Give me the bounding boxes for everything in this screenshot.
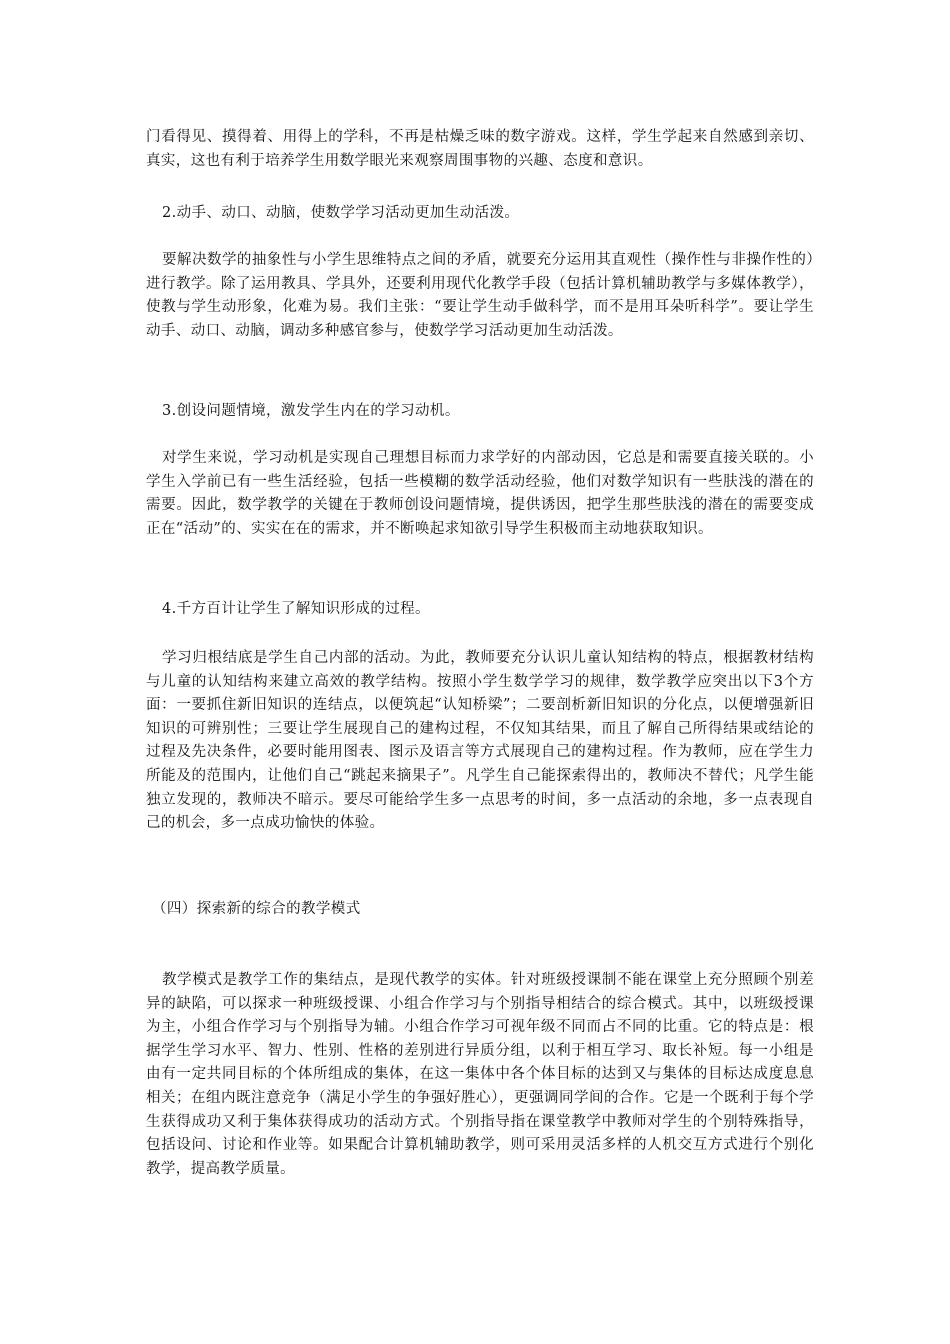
paragraph-text: 学习归根结底是学生自己内部的活动。为此，教师要充分认识儿童认知结构的特点，根据教材结构与儿童的认知结构来建立高效的教学结构。按照小学生数学学习的规律，数学教学应突出以下3个方面：一要抓住新旧知识的连结点，以便筑起“认知桥梁”；二要剖析新旧知识的分化点，以便增强新旧知识的可辨别性；三要让学生展现自己的建构过程，不仅知其结果，而且了解自己所得结果或结论的过程及先决条件，必要时能用图表、图示及语言等方式展现自己的建构过程。作为教师，应在学生力所能及的范围内，让他们自己“跳起来摘果子”。凡学生自己能探索得出的，教师决不替代；凡学生能独立发现的，教师决不暗示。要尽可能给学生多一点思考的时间，多一点活动的余地，多一点表现自己的机会，多一点成功愉快的体验。 <box>146 650 814 832</box>
paragraph-text: 教学模式是教学工作的集结点，是现代教学的实体。针对班级授课制不能在课堂上充分照顾个别差异的缺陷，可以探求一种班级授课、小组合作学习与个别指导相结合的综合模式。其中，以班级授课为主，小组合作学习与个别指导为辅。小组合作学习可视年级不同而占不同的比重。它的特点是：根据学生学习水平、智力、性别、性格的差别进行异质分组，以利于相互学习、取长补短。每一小组是由有一定共同目标的个体所组成的集体，在这一集体中各个体目标的达到又与集体的目标达成度息息相关；在组内既注意竞争（满足小学生的争强好胜心），更强调同学间的合作。它是一个既利于每个学生获得成功又利于集体获得成功的活动方式。个别指导指在课堂教学中教师对学生的个别特殊指导，包括设问、讨论和作业等。如果配合计算机辅助教学，则可采用灵活多样的人机交互方式进行个别化教学，提高教学质量。 <box>146 972 814 1177</box>
paragraph-text: 门看得见、摸得着、用得上的学科，不再是枯燥乏味的数字游戏。这样，学生学起来自然感到亲切、真实，这也有利于培养学生用数学眼光来观察周围事物的兴趣、态度和意识。 <box>146 129 814 169</box>
section-heading-3: 3.创设问题情境，激发学生内在的学习动机。 <box>162 403 460 419</box>
paragraph-text: 对学生来说，学习动机是实现自己理想目标而力求学好的内部动因，它总是和需要直接关联的。小学生入学前已有一些生活经验，包括一些模糊的数学活动经验，他们对数学知识有一些肤浅的潜在的需要。因此，数学教学的关键在于教师创设问题情境，提供诱因，把学生那些肤浅的潜在的需要变成正在“活动”的、实实在在的需求，并不断唤起求知欲引导学生积极而主动地获取知识。 <box>146 450 814 537</box>
paragraph-text: 要解决数学的抽象性与小学生思维特点之间的矛盾，就要充分运用其直观性（操作性与非操作性的）进行教学。除了运用教具、学具外，还要利用现代化教学手段（包括计算机辅助教学与多媒体教学），使教与学生动形象，化难为易。我们主张：“要让学生动手做科学，而不是用耳朵听科学”。要让学生动手、动口、动脑，调动多种感官参与，使数学学习活动更加生动活泼。 <box>146 252 814 339</box>
paragraph-section-four <box>146 969 814 1181</box>
paragraph-section-2 <box>146 249 814 343</box>
section-heading-4: 4.千方百计让学生了解知识形成的过程。 <box>162 601 430 617</box>
paragraph-section-4 <box>146 647 814 836</box>
section-heading-four: （四）探索新的综合的教学模式 <box>152 901 361 917</box>
section-heading-2: 2.动手、动口、动脑，使数学学习活动更加生动活泼。 <box>162 205 520 221</box>
paragraph-section-3 <box>146 447 814 541</box>
paragraph-intro <box>146 126 814 173</box>
